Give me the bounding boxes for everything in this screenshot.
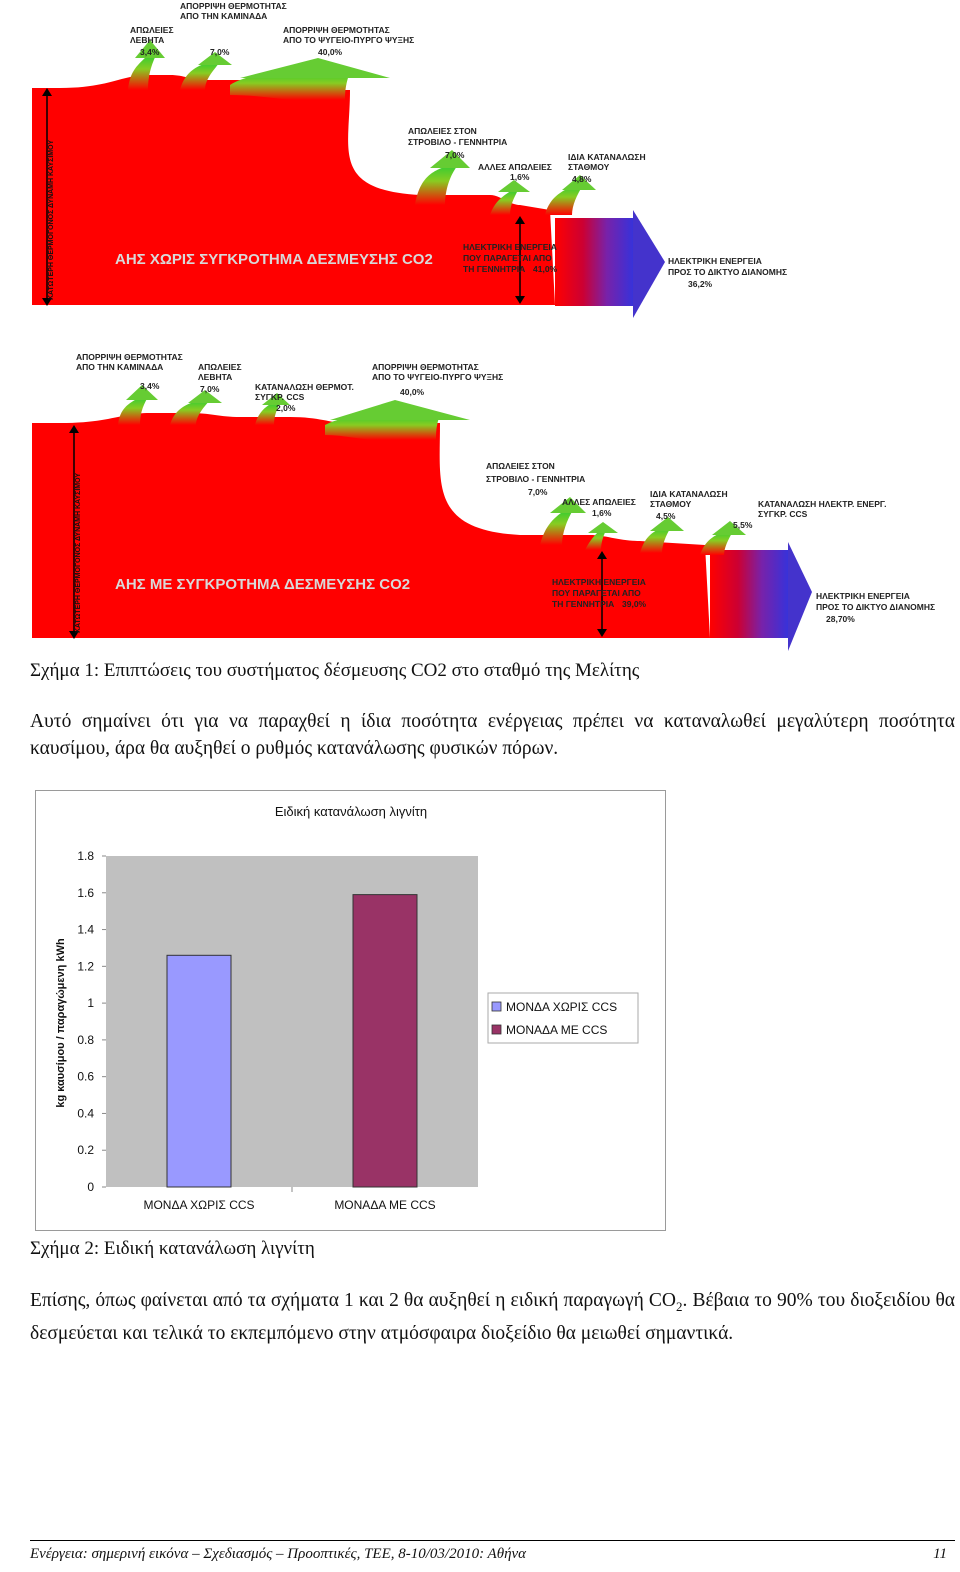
- cooling-heat-value-d2: 40,0%: [400, 387, 425, 397]
- grid-output-label: ΗΛΕΚΤΡΙΚΗ ΕΝΕΡΓΕΙΑ: [668, 256, 762, 266]
- turbine-losses-label-2: ΣΤΡΟΒΙΛΟ - ΓΕΝΝΗΤΡΙΑ: [408, 137, 508, 147]
- ccs-heat-value: 2,0%: [276, 403, 296, 413]
- furnace-heat-label-2-d2: ΑΠΟ ΤΗΝ ΚΑΜΙΝΑΔΑ: [76, 362, 164, 372]
- boiler-losses-label: ΑΠΩΛΕΙΕΣ: [130, 25, 174, 35]
- ccs-heat-label-2: ΣΥΓΚΡ. CCS: [255, 392, 305, 402]
- own-consumption-label: ΙΔΙΑ ΚΑΤΑΝΑΛΩΣΗ: [568, 152, 646, 162]
- x-axis-categories: [143, 1187, 435, 1212]
- boiler-losses-label-2-d2: ΛΕΒΗΤΑ: [198, 372, 233, 382]
- other-losses-label: ΑΛΛΕΣ ΑΠΩΛΕΙΕΣ: [478, 162, 552, 172]
- legend-swatch: [492, 1002, 501, 1011]
- figure2-caption: Σχήμα 2: Ειδική κατανάλωση λιγνίτη: [30, 1238, 315, 1259]
- legend-swatch: [492, 1025, 501, 1034]
- bar-2: [353, 895, 417, 1187]
- boiler-losses-label-2: ΛΕΒΗΤΑ: [130, 35, 165, 45]
- bar-chart-frame: [35, 790, 666, 1231]
- chart-title: Ειδική κατανάλωση λιγνίτη: [274, 804, 428, 819]
- own-consumption-label-2: ΣΤΑΘΜΟΥ: [568, 162, 610, 172]
- paragraph-2-part1: Επίσης, όπως φαίνεται από τα σχήματα 1 και 2 θα αυξηθεί η ειδική παραγωγή CO: [30, 1290, 676, 1311]
- paragraph-1: Αυτό σημαίνει ότι για να παραχθεί η ίδια ποσότητα ενέργειας πρέπει να καταναλωθεί μεγαλύτερη ποσότητα καυσίμου, άρα θα αυξηθεί ο ρυθμός κατανάλωσης φυσικών πόρων.: [30, 711, 955, 759]
- legend-entry: ΜΟΝΔΑ ΧΩΡΙΣ CCS: [506, 1000, 618, 1014]
- other-losses-value: 1,6%: [510, 172, 530, 182]
- generator-output-value: 41,0%: [533, 264, 558, 274]
- furnace-heat-label-d2: ΑΠΟΡΡΙΨΗ ΘΕΡΜΟΤΗΤΑΣ: [76, 352, 183, 362]
- grid-output-label-2: ΠΡΟΣ ΤΟ ΔΙΚΤΥΟ ΔΙΑΝΟΜΗΣ: [668, 267, 788, 277]
- grid-output-value-d2: 28,70%: [826, 614, 855, 624]
- generator-output-label: ΗΛΕΚΤΡΙΚΗ ΕΝΕΡΓΕΙΑ: [463, 242, 557, 252]
- output-arrow: [633, 210, 665, 318]
- cooling-heat-label: ΑΠΟΡΡΙΨΗ ΘΕΡΜΟΤΗΤΑΣ: [283, 25, 390, 35]
- bar-1: [167, 955, 231, 1187]
- cooling-heat-label-2: ΑΠΟ ΤΟ ΨΥΓΕΙΟ-ΠΥΡΓΟ ΨΥΞΗΣ: [283, 35, 415, 45]
- y-tick-label: 0.2: [77, 1143, 94, 1158]
- legend-entry: ΜΟΝΑΔΑ ΜΕ CCS: [506, 1023, 608, 1037]
- page-number: 11: [933, 1546, 947, 1562]
- main-label-1: ΑΗΣ ΧΩΡΙΣ ΣΥΓΚΡΟΤΗΜΑ ΔΕΣΜΕΥΣΗΣ CO2: [115, 251, 433, 268]
- own-consumption-value: 4,8%: [572, 174, 592, 184]
- furnace-heat-value-d2: 3,4%: [140, 381, 160, 391]
- figure1-caption: Σχήμα 1: Επιπτώσεις του συστήματος δέσμευσης CO2 στο σταθμό της Μελίτης: [30, 660, 640, 681]
- boiler-losses-label-d2: ΑΠΩΛΕΙΕΣ: [198, 362, 242, 372]
- ccs-electric-value: 5,5%: [733, 520, 753, 530]
- furnace-heat-label-2: ΑΠΟ ΤΗΝ ΚΑΜΙΝΑΔΑ: [180, 11, 268, 21]
- turbine-losses-label-2-d2: ΣΤΡΟΒΙΛΟ - ΓΕΝΝΗΤΡΙΑ: [486, 474, 586, 484]
- generator-output-label-3-d2: ΤΗ ΓΕΝΝΗΤΡΙΑ: [552, 599, 615, 609]
- y-tick-label: 1.4: [77, 922, 94, 937]
- boiler-losses-value-d2: 7,0%: [200, 384, 220, 394]
- y-tick-label: 1.2: [77, 959, 94, 974]
- plot-area: [106, 856, 478, 1187]
- sankey-diagram-with-ccs: [0, 345, 960, 655]
- boiler-losses-value: 3,4%: [140, 47, 160, 57]
- turbine-losses-label: ΑΠΩΛΕΙΕΣ ΣΤΟΝ: [408, 126, 477, 136]
- furnace-heat-label: ΑΠΟΡΡΙΨΗ ΘΕΡΜΟΤΗΤΑΣ: [180, 1, 287, 11]
- own-consumption-value-d2: 4,5%: [656, 511, 676, 521]
- page-footer: [30, 1546, 955, 1563]
- generator-output-label-3: ΤΗ ΓΕΝΝΗΤΡΙΑ: [463, 264, 526, 274]
- x-category-label: ΜΟΝΑΔΑ ΜΕ CCS: [334, 1198, 436, 1212]
- y-tick-label: 0.8: [77, 1032, 94, 1047]
- input-label-1: ΚΑΤΩΤΕΡΗ ΘΕΡΜΟΓΟΝΟΣ ΔΥΝΑΜΗ ΚΑΥΣΙΜΟΥ: [48, 139, 55, 300]
- y-tick-label: 1.6: [77, 885, 94, 900]
- ccs-electric-label: ΚΑΤΑΝΑΛΩΣΗ ΗΛΕΚΤΡ. ΕΝΕΡΓ.: [758, 499, 887, 509]
- ccs-heat-label: ΚΑΤΑΝΑΛΩΣΗ ΘΕΡΜΟΤ.: [255, 382, 354, 392]
- generator-output-value-d2: 39,0%: [622, 599, 647, 609]
- paragraph-2: [30, 1287, 955, 1347]
- cooling-heat-label-d2: ΑΠΟΡΡΙΨΗ ΘΕΡΜΟΤΗΤΑΣ: [372, 362, 479, 372]
- own-consumption-label-2-d2: ΣΤΑΘΜΟΥ: [650, 499, 692, 509]
- furnace-heat-value: 7,0%: [210, 47, 230, 57]
- ccs-electric-label-2: ΣΥΓΚΡ. CCS: [758, 509, 808, 519]
- y-tick-label: 0: [87, 1180, 94, 1194]
- bar-chart: [36, 791, 667, 1232]
- cooling-heat-label-2-d2: ΑΠΟ ΤΟ ΨΥΓΕΙΟ-ΠΥΡΓΟ ΨΥΞΗΣ: [372, 372, 504, 382]
- other-losses-value-d2: 1,6%: [592, 508, 612, 518]
- footer-rule: [30, 1540, 955, 1541]
- generator-output-label-2: ΠΟΥ ΠΑΡΑΓΕΤΑΙ ΑΠΟ: [463, 253, 552, 263]
- main-label-2: ΑΗΣ ΜΕ ΣΥΓΚΡΟΤΗΜΑ ΔΕΣΜΕΥΣΗΣ CO2: [115, 576, 411, 593]
- output-flow-band: [555, 218, 635, 306]
- y-tick-label: 0.6: [77, 1069, 94, 1084]
- footer-text: Ενέργεια: σημερινή εικόνα – Σχεδιασμός – Προοπτικές, ΤΕΕ, 8-10/03/2010: Αθήνα: [30, 1546, 527, 1562]
- other-losses-label-d2: ΑΛΛΕΣ ΑΠΩΛΕΙΕΣ: [562, 497, 636, 507]
- turbine-losses-label-d2: ΑΠΩΛΕΙΕΣ ΣΤΟΝ: [486, 461, 555, 471]
- chart-y-axis-label: kg καυσίμου / παραγώμενη kWh: [55, 938, 67, 1108]
- own-consumption-label-d2: ΙΔΙΑ ΚΑΤΑΝΑΛΩΣΗ: [650, 489, 728, 499]
- generator-output-label-d2: ΗΛΕΚΤΡΙΚΗ ΕΝΕΡΓΕΙΑ: [552, 577, 646, 587]
- x-category-label: ΜΟΝΔΑ ΧΩΡΙΣ CCS: [143, 1198, 255, 1212]
- cooling-heat-value: 40,0%: [318, 47, 343, 57]
- y-tick-label: 1.8: [77, 849, 94, 863]
- turbine-losses-value-d2: 7,0%: [528, 487, 548, 497]
- y-tick-label: 1: [87, 996, 94, 1011]
- grid-output-value: 36,2%: [688, 279, 713, 289]
- generator-output-label-2-d2: ΠΟΥ ΠΑΡΑΓΕΤΑΙ ΑΠΟ: [552, 588, 641, 598]
- chart-legend: [488, 993, 638, 1043]
- sankey-diagram-without-ccs: [0, 0, 960, 330]
- paragraph-2-part2: . Βέβαια το 90% του διοξειδίου θα δεσμεύεται και τελικά το εκπεμπόμενο στην ατμόσφαιρα διοξείδιο θα μειωθεί σημαντικά.: [30, 1290, 956, 1344]
- turbine-losses-value: 7,0%: [445, 150, 465, 160]
- paragraph-2-subscript: 2: [675, 1298, 683, 1314]
- main-flow-band: [32, 88, 60, 305]
- grid-output-label-d2: ΗΛΕΚΤΡΙΚΗ ΕΝΕΡΓΕΙΑ: [816, 591, 910, 601]
- y-tick-label: 0.4: [77, 1106, 94, 1121]
- y-axis-ticks: [77, 849, 106, 1194]
- grid-output-label-2-d2: ΠΡΟΣ ΤΟ ΔΙΚΤΥΟ ΔΙΑΝΟΜΗΣ: [816, 602, 936, 612]
- input-label-2: ΚΑΤΩΤΕΡΗ ΘΕΡΜΟΓΟΝΟΣ ΔΥΝΑΜΗ ΚΑΥΣΙΜΟΥ: [75, 472, 82, 633]
